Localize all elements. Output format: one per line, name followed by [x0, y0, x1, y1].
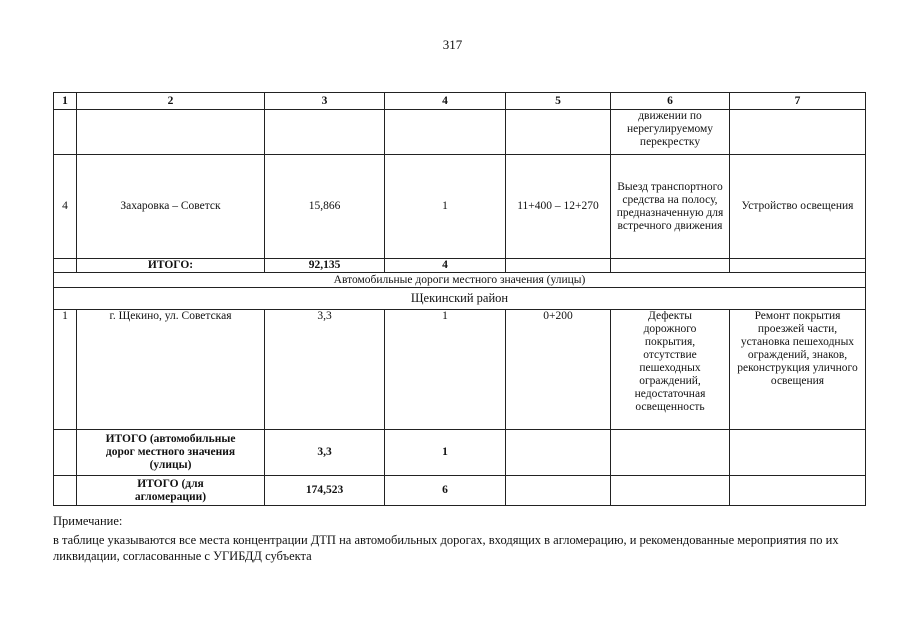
total-length: 174,523 [265, 476, 385, 506]
table-cell-road: Захаровка – Советск [77, 155, 265, 259]
table-cell [385, 110, 506, 155]
header-cell: 7 [730, 93, 866, 110]
section-row [54, 273, 866, 288]
total-count: 1 [385, 430, 506, 476]
table-cell-measures: Ремонт покрытия проезжей части, установка пешеходных ограждений, знаков, реконструкция уличного освещения [730, 310, 866, 430]
table-cell [730, 110, 866, 155]
total-count: 4 [385, 259, 506, 273]
header-cell: 1 [54, 93, 77, 110]
total-label: ИТОГО (автомобильные дорог местного значения (улицы) [77, 430, 265, 476]
table-cell [611, 430, 730, 476]
table-row [54, 155, 866, 259]
table-cell [730, 259, 866, 273]
note-title: Примечание: [53, 514, 123, 528]
table-cell-count: 1 [385, 155, 506, 259]
table-cell-length: 15,866 [265, 155, 385, 259]
table-cell-number: 1 [54, 310, 77, 430]
table-cell [265, 110, 385, 155]
table-cell [611, 476, 730, 506]
total-row [54, 476, 866, 506]
table-cell-problem: движении по нерегулируемому перекрестку [611, 110, 730, 155]
table-cell [730, 430, 866, 476]
table-cell-measures: Устройство освещения [730, 155, 866, 259]
header-row [54, 93, 866, 110]
total-count: 6 [385, 476, 506, 506]
table-cell-road: г. Щекино, ул. Советская [77, 310, 265, 430]
table-cell [54, 476, 77, 506]
table-cell-count: 1 [385, 310, 506, 430]
table-cell [506, 110, 611, 155]
table-cell-problem: Выезд транспортного средства на полосу, предназначенную для встречного движения [611, 155, 730, 259]
total-label: ИТОГО: [77, 259, 265, 273]
table-cell-length: 3,3 [265, 310, 385, 430]
table-cell [54, 110, 77, 155]
table-cell [506, 476, 611, 506]
header-cell: 3 [265, 93, 385, 110]
table-cell [611, 259, 730, 273]
header-cell: 5 [506, 93, 611, 110]
district-title: Щекинский район [54, 288, 866, 310]
total-length: 3,3 [265, 430, 385, 476]
table-cell [730, 476, 866, 506]
district-row [54, 288, 866, 310]
note-text: в таблице указываются все места концентрации ДТП на автомобильных дорогах, входящих в агломерацию, и рекомендованные мероприятия по их ликвидации, согласованные с УГИБДД субъекта [53, 533, 839, 563]
table-cell-km: 11+400 – 12+270 [506, 155, 611, 259]
table-cell [54, 259, 77, 273]
header-cell: 6 [611, 93, 730, 110]
table-cell [54, 430, 77, 476]
table-cell [506, 430, 611, 476]
accident-sites-table [53, 92, 866, 506]
table-row [54, 310, 866, 430]
table-cell-number: 4 [54, 155, 77, 259]
page-number: 317 [442, 37, 463, 52]
total-length: 92,135 [265, 259, 385, 273]
total-row [54, 259, 866, 273]
table-cell [77, 110, 265, 155]
table-row [54, 110, 866, 155]
total-row [54, 430, 866, 476]
table-cell-problem: Дефекты дорожного покрытия, отсутствие пешеходных ограждений, недостаточная освещенность [611, 310, 730, 430]
header-cell: 2 [77, 93, 265, 110]
section-title: Автомобильные дороги местного значения (улицы) [54, 273, 866, 288]
total-label: ИТОГО (для агломерации) [77, 476, 265, 506]
table-cell-km: 0+200 [506, 310, 611, 430]
table-cell [506, 259, 611, 273]
header-cell: 4 [385, 93, 506, 110]
